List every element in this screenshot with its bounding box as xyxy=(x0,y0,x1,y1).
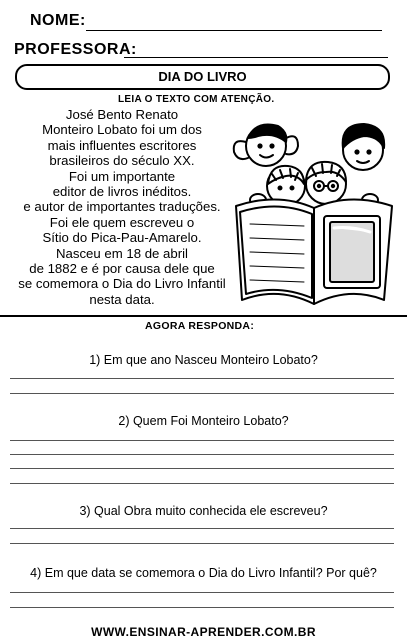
answer-line[interactable] xyxy=(10,468,394,469)
answer-line[interactable] xyxy=(10,440,394,441)
answer-line[interactable] xyxy=(10,543,394,544)
answer-line[interactable] xyxy=(10,393,394,394)
page-title: DIA DO LIVRO xyxy=(158,69,247,84)
question-2: 2) Quem Foi Monteiro Lobato? xyxy=(118,414,289,428)
story-line: mais influentes escritores xyxy=(47,137,197,153)
story-line: de 1882 e é por causa dele que xyxy=(29,261,215,277)
teacher-line[interactable] xyxy=(124,57,388,58)
story-line: José Bento Renato xyxy=(65,107,179,122)
title-box xyxy=(15,64,390,90)
question-3: 3) Qual Obra muito conhecida ele escreveu? xyxy=(79,504,328,518)
story-line: se comemora o Dia do Livro Infantil xyxy=(18,276,226,292)
name-label: NOME: xyxy=(30,12,86,29)
story-line: Foi ele quem escreveu o xyxy=(49,214,195,230)
story-line: Foi um importante xyxy=(68,168,176,184)
question-4: 4) Em que data se comemora o Dia do Livro Infantil? Por quê? xyxy=(30,566,377,580)
footer-url: WWW.ENSINAR-APRENDER.COM.BR xyxy=(91,625,316,639)
section-divider xyxy=(0,315,407,317)
story-line: Sítio do Pica-Pau-Amarelo. xyxy=(42,230,202,246)
teacher-label: PROFESSORA: xyxy=(14,41,137,58)
answer-line[interactable] xyxy=(10,378,394,379)
answer-line[interactable] xyxy=(10,483,394,484)
name-line[interactable] xyxy=(86,30,382,31)
answer-line[interactable] xyxy=(10,592,394,593)
story-line: nesta data. xyxy=(89,291,155,307)
answer-heading: AGORA RESPONDA: xyxy=(145,320,255,332)
story-text xyxy=(8,107,236,307)
children-reading-book-illustration xyxy=(228,108,398,308)
answer-line[interactable] xyxy=(10,454,394,455)
story-line: Monteiro Lobato foi um dos xyxy=(42,122,202,138)
story-line: editor de livros inéditos. xyxy=(52,184,192,200)
answer-line[interactable] xyxy=(10,528,394,529)
question-1: 1) Em que ano Nasceu Monteiro Lobato? xyxy=(89,353,318,367)
story-line: Nasceu em 18 de abril xyxy=(56,245,188,261)
instruction: LEIA O TEXTO COM ATENÇÃO. xyxy=(118,94,275,105)
answer-line[interactable] xyxy=(10,607,394,608)
story-line: e autor de importantes traduções. xyxy=(23,199,221,215)
story-line: brasileiros do século XX. xyxy=(49,153,195,169)
